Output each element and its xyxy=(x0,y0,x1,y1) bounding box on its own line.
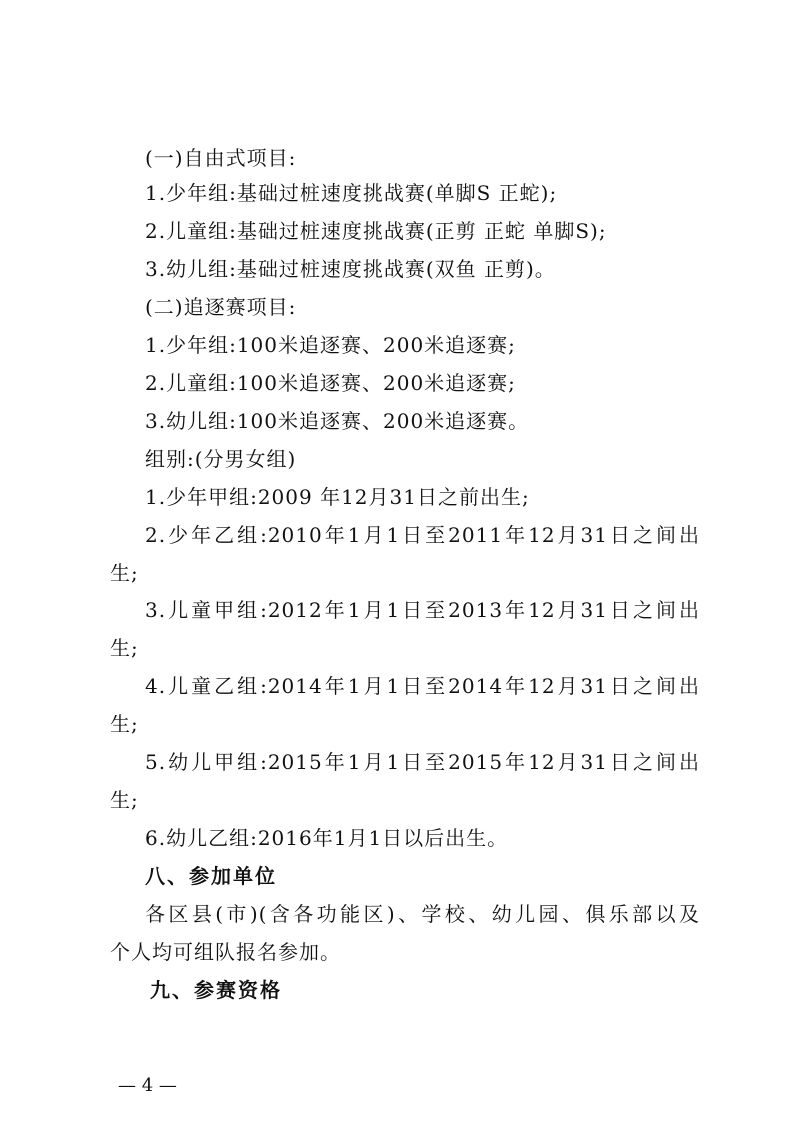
group-item-1: 1.少年甲组:2009 年12月31日之前出生; xyxy=(145,485,530,509)
group-item-6: 6.幼儿乙组:2016年1月1日以后出生。 xyxy=(145,826,509,850)
freestyle-item-2: 2.儿童组:基础过桩速度挑战赛(正剪 正蛇 单脚S); xyxy=(145,219,607,243)
group-item-4-line-1: 4.儿童乙组:2014年1月1日至2014年12月31日之间出 xyxy=(145,674,700,698)
chase-item-3: 3.幼儿组:100米追逐赛、200米追逐赛。 xyxy=(145,409,530,433)
section-heading-groups: 组别:(分男女组) xyxy=(145,447,297,471)
group-item-4-line-2: 生; xyxy=(110,712,139,736)
participants-line-2: 个人均可组队报名参加。 xyxy=(110,940,341,964)
chase-item-1: 1.少年组:100米追逐赛、200米追逐赛; xyxy=(145,333,516,357)
group-item-2-line-1: 2.少年乙组:2010年1月1日至2011年12月31日之间出 xyxy=(145,523,700,547)
chase-item-2: 2.儿童组:100米追逐赛、200米追逐赛; xyxy=(145,371,516,395)
group-item-5-line-2: 生; xyxy=(110,788,139,812)
group-item-5-line-1: 5.幼儿甲组:2015年1月1日至2015年12月31日之间出 xyxy=(145,750,700,774)
page-number: — 4 — xyxy=(118,1075,177,1096)
section-heading-participants: 八、参加单位 xyxy=(145,864,277,888)
freestyle-item-3: 3.幼儿组:基础过桩速度挑战赛(双鱼 正剪)。 xyxy=(145,257,556,281)
freestyle-item-1: 1.少年组:基础过桩速度挑战赛(单脚S 正蛇); xyxy=(145,181,558,205)
group-item-2-line-2: 生; xyxy=(110,561,139,585)
participants-line-1: 各区县(市)(含各功能区)、学校、幼儿园、俱乐部以及 xyxy=(145,902,700,926)
group-item-3-line-2: 生; xyxy=(110,636,139,660)
group-item-3-line-1: 3.儿童甲组:2012年1月1日至2013年12月31日之间出 xyxy=(145,598,700,622)
section-heading-eligibility: 九、参赛资格 xyxy=(150,978,282,1002)
section-heading-freestyle: (一)自由式项目: xyxy=(145,146,297,170)
section-heading-chase: (二)追逐赛项目: xyxy=(145,295,297,319)
